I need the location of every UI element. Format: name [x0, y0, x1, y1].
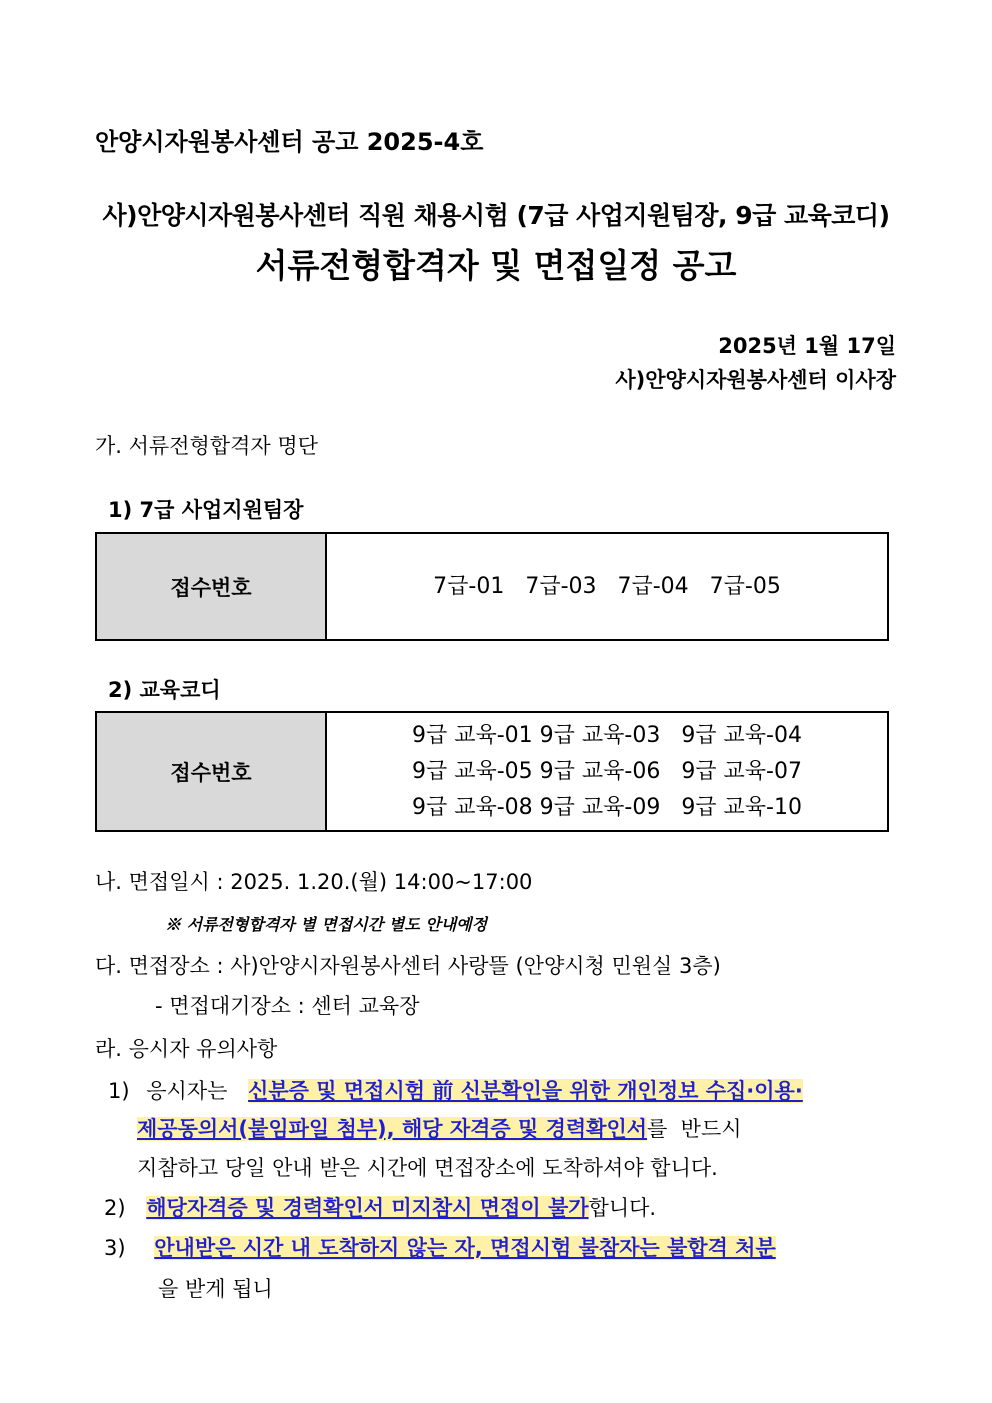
group-2-line: 9급 교육-08 9급 교육-09 9급 교육-10: [411, 794, 802, 820]
note-item-1-line-2: [137, 1113, 742, 1143]
issuer: 사)안양시자원봉사센터 이사장: [615, 368, 896, 392]
interview-time-note: ※ 서류전형합격자 별 면접시간 별도 안내예정: [165, 915, 488, 934]
note-item-1-prefix: 응시자는: [146, 1079, 228, 1103]
note-item-1-line-3: 지참하고 당일 안내 받은 시간에 면접장소에 도착하셔야 합니다.: [137, 1156, 718, 1180]
group-2-table: [95, 711, 889, 832]
waiting-room: - 면접대기장소 : 센터 교육장: [155, 994, 420, 1018]
page-title: 서류전형합격자 및 면접일정 공고: [255, 246, 737, 285]
group-1-line: 7급-01 7급-03 7급-04 7급-05: [433, 573, 781, 599]
note-item-1-highlight-1: 신분증 및 면접시험 前 신분확인을 위한 개인정보 수집·이용·: [248, 1079, 803, 1103]
notice-date: 2025년 1월 17일: [718, 334, 896, 358]
note-item-2-suffix: 합니다.: [588, 1196, 657, 1220]
title-line-1: 사)안양시자원봉사센터 직원 채용시험 (7급 사업지원팀장, 9급 교육코디): [102, 201, 890, 230]
group-2-line: 9급 교육-05 9급 교육-06 9급 교육-07: [411, 758, 802, 784]
note-item-2-highlight: 해당자격증 및 경력확인서 미지참시 면접이 불가: [146, 1196, 589, 1220]
group-1-table: [95, 532, 889, 641]
interview-location: 다. 면접장소 : 사)안양시자원봉사센터 사랑뜰 (안양시청 민원실 3층): [95, 954, 721, 978]
note-item-2: [104, 1192, 656, 1222]
notice-number: 안양시자원봉사센터 공고 2025-4호: [95, 128, 484, 156]
note-item-3-highlight: 안내받은 시간 내 도착하지 않는 자, 면접시험 불참자는 불합격 처분: [154, 1236, 776, 1260]
section-ga-heading: 가. 서류전형합격자 명단: [95, 434, 318, 458]
note-item-3-line-2: 을 받게 됩니: [158, 1277, 273, 1301]
interview-date: 나. 면접일시 : 2025. 1.20.(월) 14:00~17:00: [95, 870, 533, 894]
note-item-2-number: 2): [104, 1196, 126, 1220]
note-item-1-line-1: [108, 1075, 898, 1105]
note-item-1-suffix: 를 반드시: [647, 1117, 742, 1141]
note-item-1-number: 1): [108, 1079, 130, 1103]
note-item-3-line-1: [104, 1232, 776, 1262]
group-1-heading: 1) 7급 사업지원팀장: [108, 498, 304, 522]
note-item-3-number: 3): [104, 1236, 126, 1260]
group-2-label: 접수번호: [96, 712, 326, 831]
group-2-heading: 2) 교육코디: [108, 678, 221, 702]
group-2-values: [326, 712, 888, 831]
note-item-1-highlight-2: 제공동의서(붙임파일 첨부), 해당 자격증 및 경력확인서: [137, 1117, 648, 1141]
group-1-values: [326, 533, 888, 640]
group-2-line: 9급 교육-01 9급 교육-03 9급 교육-04: [411, 722, 802, 748]
group-1-label: 접수번호: [96, 533, 326, 640]
notes-heading: 라. 응시자 유의사항: [95, 1037, 278, 1061]
